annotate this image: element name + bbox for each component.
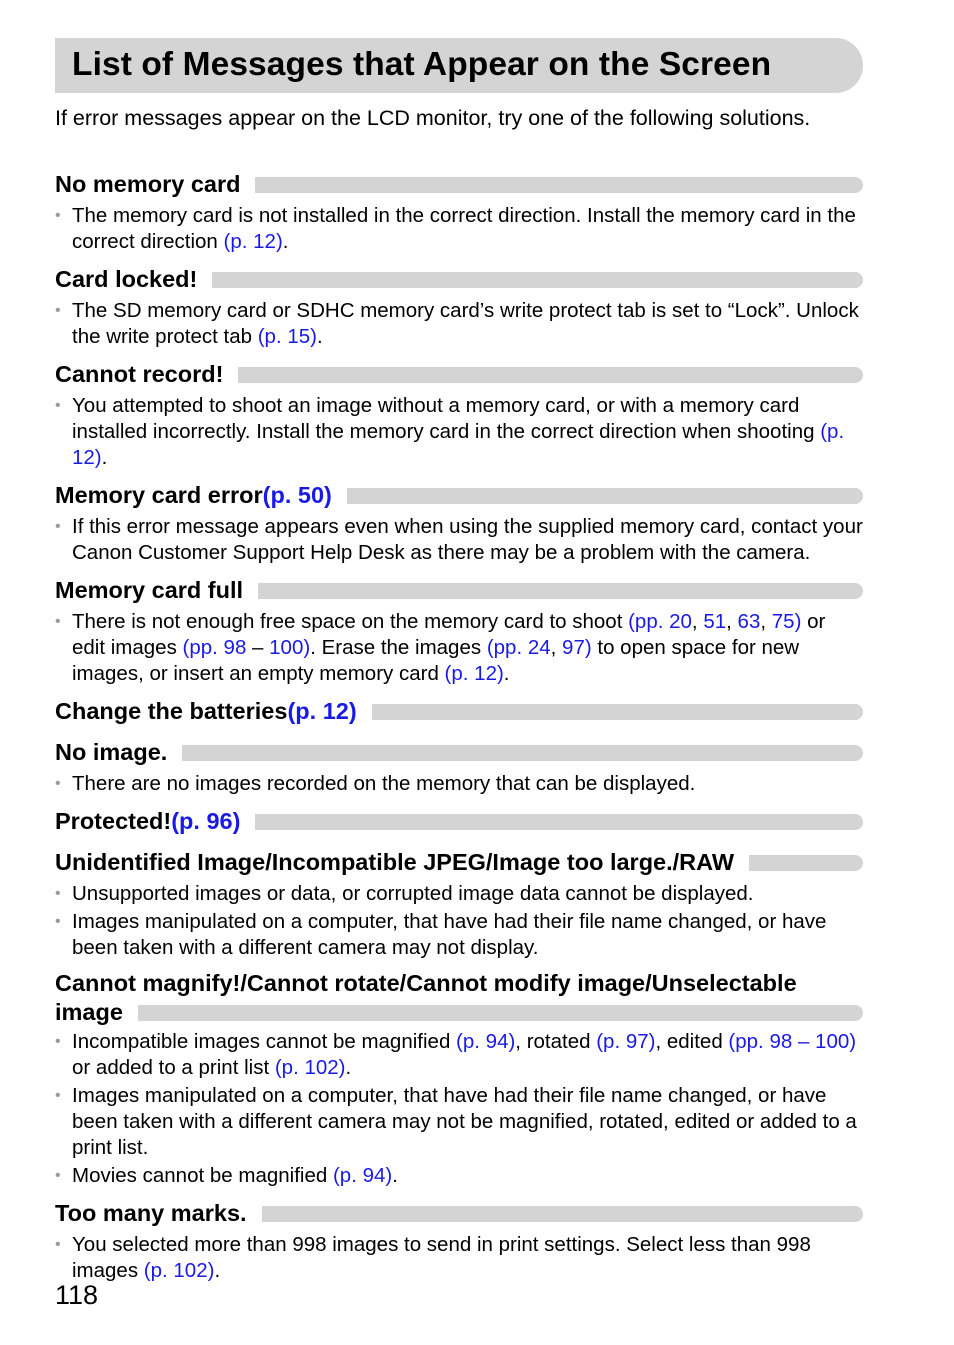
bullet-icon: • <box>55 613 61 630</box>
bullet-item: • Unsupported images or data, or corrupted image data cannot be displayed. <box>55 882 754 905</box>
bullet-item: • If this error message appears even when using the supplied memory card, contact your Canon Customer Support Help Desk as there may be a problem with the camera. <box>55 515 863 564</box>
bullet-icon: • <box>55 1236 61 1253</box>
page-ref-link[interactable]: (p. 12) <box>444 662 504 685</box>
section-no-memory-card <box>55 168 863 255</box>
section-change-batteries <box>55 695 863 728</box>
page-ref-link[interactable]: (p. 50) <box>262 482 332 508</box>
section-heading: Protected! <box>55 808 172 834</box>
section-protected <box>55 805 863 838</box>
bullet-item: • There is not enough free space on the memory card to shoot (pp. 20, 51, 63, 75) or edit images (pp. 98 – 100). Erase the images (pp. 24, 97) to open space for new images, or insert an empty memory card (p. 12). <box>55 610 826 685</box>
page-ref-link[interactable]: (p. 96) <box>171 808 241 834</box>
bullet-item: • Images manipulated on a computer, that have had their file name changed, or have been taken with a different camera may not be magnified, rotated, edited or added to a print list. <box>55 1084 857 1159</box>
section-heading: Change the batteries <box>55 698 288 724</box>
section-heading: Unidentified Image/Incompatible JPEG/Image too large./RAW <box>55 849 734 875</box>
heading-rule <box>255 814 863 830</box>
page-ref-link[interactable]: 51 <box>703 610 727 633</box>
bullet-icon: • <box>55 885 61 902</box>
page-ref-link[interactable]: 100) <box>269 636 311 659</box>
page-number: 118 <box>55 1280 99 1310</box>
section-unidentified-image <box>55 846 863 961</box>
section-heading: Card locked! <box>55 266 198 292</box>
heading-rule <box>138 1005 863 1021</box>
page-ref-link[interactable]: (p. 94) <box>332 1164 393 1187</box>
bullet-icon: • <box>55 1087 61 1104</box>
bullet-icon: • <box>55 1167 61 1184</box>
page-ref-link[interactable]: 97) <box>562 636 592 659</box>
section-heading: Too many marks. <box>55 1200 247 1226</box>
heading-rule <box>255 177 863 193</box>
heading-rule <box>238 367 863 383</box>
heading-rule <box>372 704 863 720</box>
page-ref-link[interactable]: (p. 15) <box>257 325 317 348</box>
bullet-item: • The memory card is not installed in the correct direction. Install the memory card in the correct direction (p. 12). <box>55 204 856 253</box>
intro-text: If error messages appear on the LCD monitor, try one of the following solutions. <box>55 106 811 130</box>
bullet-item: • Images manipulated on a computer, that have had their file name changed, or have been taken with a different camera may not display. <box>55 910 827 959</box>
bullet-icon: • <box>55 775 61 792</box>
page-ref-link[interactable]: (pp. 24 <box>486 636 551 659</box>
page-ref-link[interactable]: 63 <box>737 610 761 633</box>
page-ref-link[interactable]: (p. 94) <box>456 1030 516 1053</box>
bullet-icon: • <box>55 913 61 930</box>
page-ref-link[interactable]: (p. 102) <box>274 1056 346 1079</box>
page-ref-link[interactable]: 75) <box>771 610 802 633</box>
heading-rule <box>347 488 863 504</box>
bullet-icon: • <box>55 302 61 319</box>
section-too-many-marks <box>55 1197 863 1284</box>
bullet-item: • You attempted to shoot an image without a memory card, or with a memory card installed incorrectly. Install the memory card in the correct direction when shooting (p. 12). <box>55 394 845 469</box>
page-ref-link[interactable]: (pp. 20 <box>628 610 692 633</box>
page-ref-link[interactable]: (p. 102) <box>143 1259 215 1282</box>
page-ref-link[interactable]: (p. 12) <box>223 230 283 253</box>
bullet-item: • Movies cannot be magnified (p. 94). <box>55 1164 398 1187</box>
heading-rule <box>258 583 863 599</box>
messages-list <box>55 168 863 1292</box>
section-heading-cont: image <box>55 999 123 1025</box>
section-cannot-record <box>55 358 863 471</box>
bullet-item: • You selected more than 998 images to send in print settings. Select less than 998 images (p. 102). <box>55 1233 811 1282</box>
section-heading: Memory card error <box>55 482 263 508</box>
bullet-icon: • <box>55 397 61 414</box>
section-memory-card-full <box>55 574 863 687</box>
bullet-item: • There are no images recorded on the memory that can be displayed. <box>55 772 696 795</box>
section-card-locked <box>55 263 863 350</box>
page-title: List of Messages that Appear on the Screen <box>72 46 772 83</box>
page-ref-link[interactable]: (pp. 98 – 100) <box>728 1030 857 1053</box>
section-heading: Cannot magnify!/Cannot rotate/Cannot modify image/Unselectable <box>55 970 797 996</box>
section-memory-card-error <box>55 479 863 566</box>
page-ref-link[interactable]: (p. 12) <box>72 420 845 469</box>
bullet-item: • Incompatible images cannot be magnified (p. 94), rotated (p. 97), edited (pp. 98 – 100) or added to a print list (p. 102). <box>55 1030 857 1079</box>
bullet-icon: • <box>55 518 61 535</box>
bullet-icon: • <box>55 1033 61 1050</box>
page-ref-link[interactable]: (pp. 98 <box>182 636 247 659</box>
section-heading: Cannot record! <box>55 361 224 387</box>
heading-rule <box>212 272 863 288</box>
title-bar <box>55 38 863 93</box>
page-ref-link[interactable]: (p. 97) <box>596 1030 656 1053</box>
heading-rule <box>262 1206 863 1222</box>
section-heading: No memory card <box>55 171 241 197</box>
section-no-image <box>55 736 863 797</box>
section-cannot-magnify <box>55 969 863 1189</box>
section-heading: No image. <box>55 739 168 765</box>
section-heading: Memory card full <box>55 577 244 603</box>
bullet-icon: • <box>55 207 61 224</box>
heading-rule <box>182 745 863 761</box>
bullet-item: • The SD memory card or SDHC memory card’s write protect tab is set to “Lock”. Unlock the write protect tab (p. 15). <box>55 299 859 348</box>
heading-rule <box>749 855 863 871</box>
page-ref-link[interactable]: (p. 12) <box>287 698 357 724</box>
